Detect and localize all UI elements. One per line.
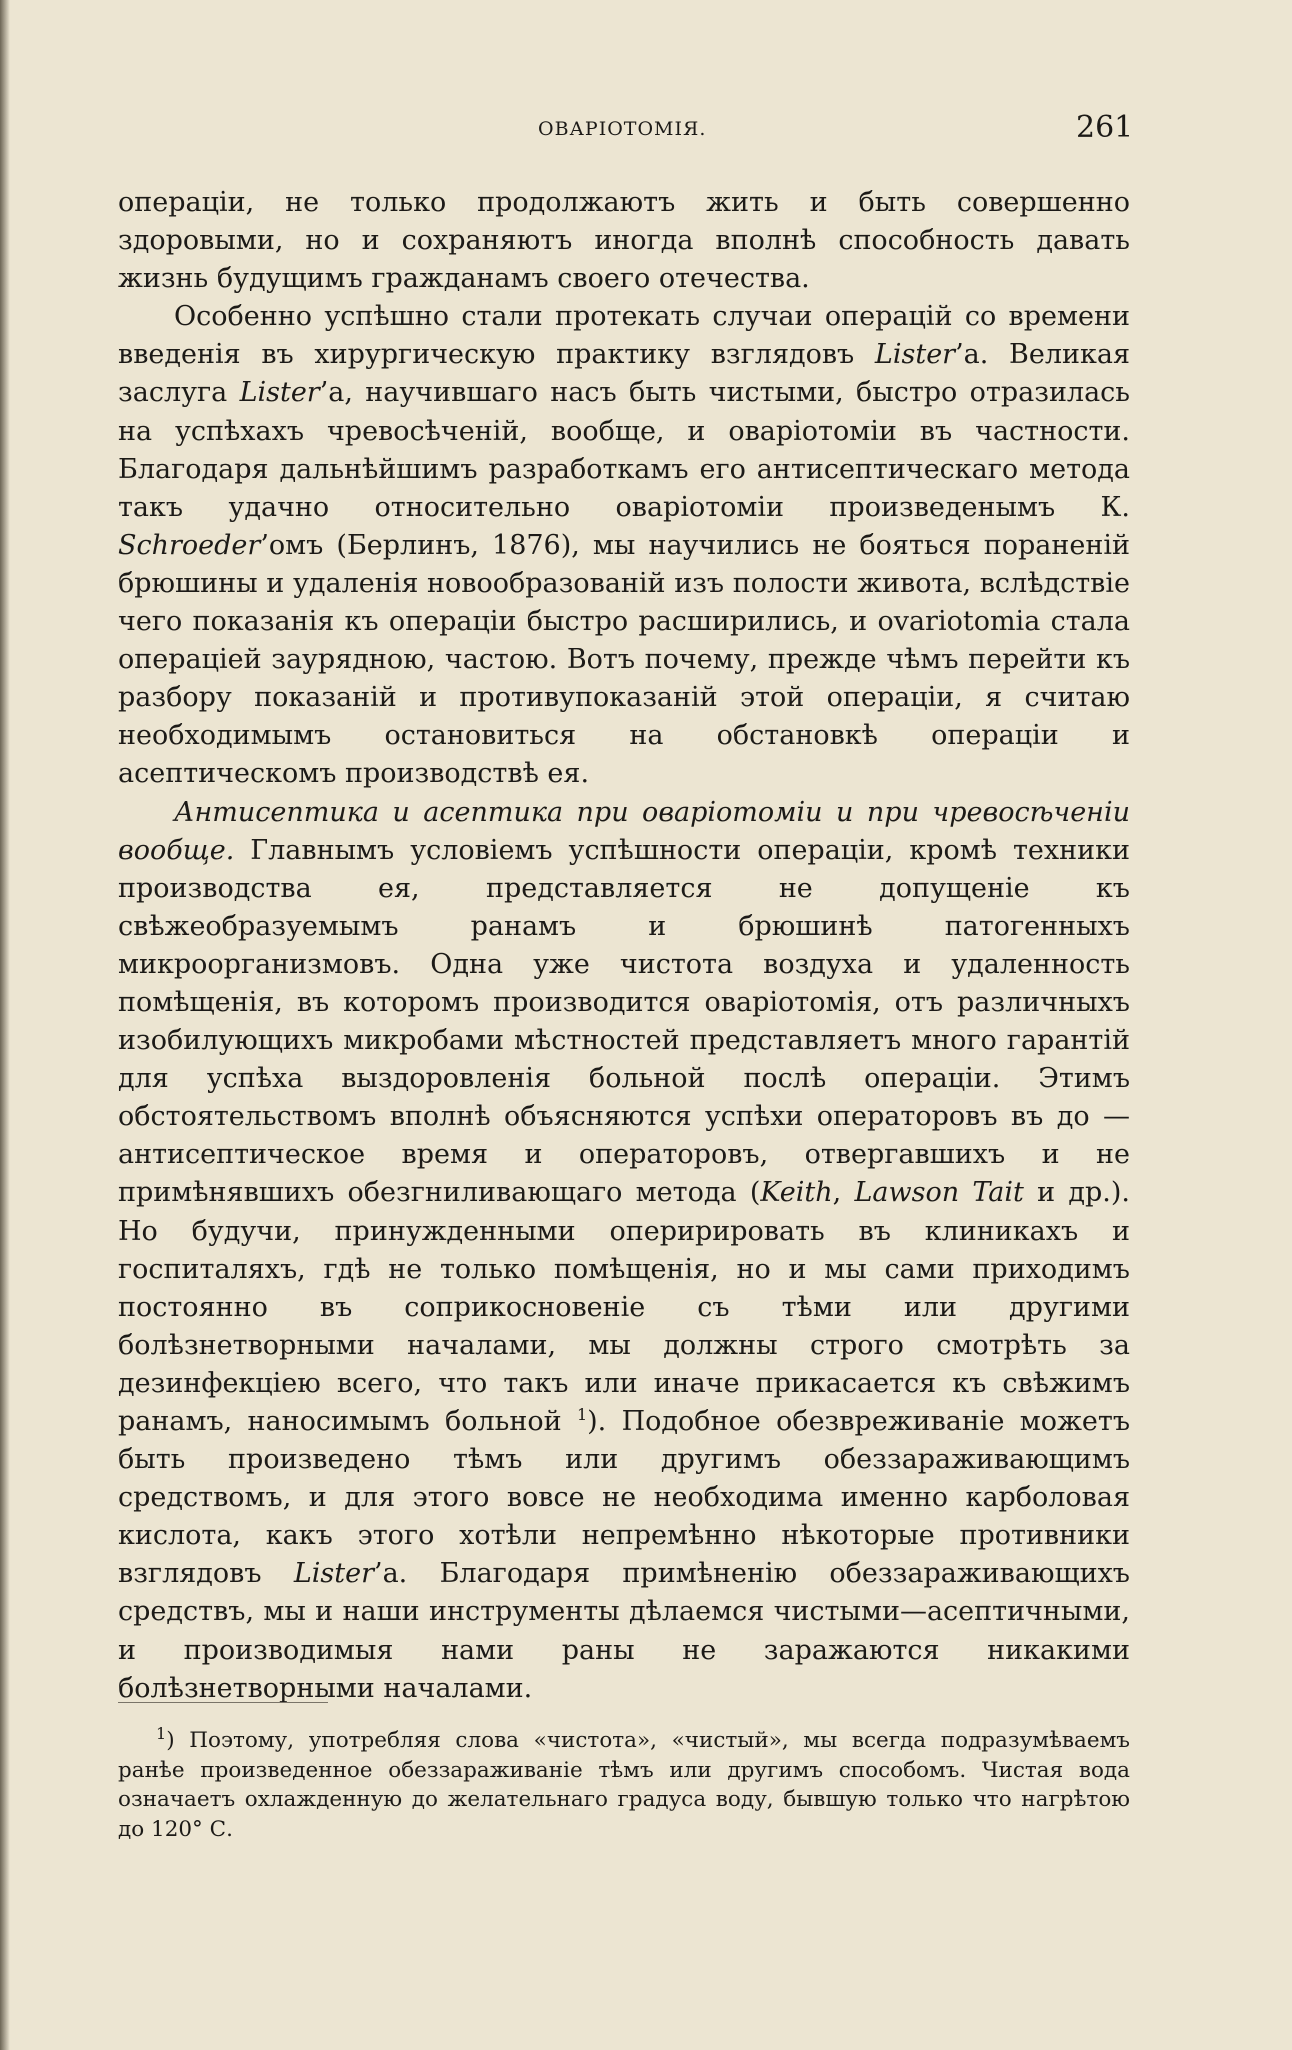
section-heading: Антисептика и асептика при оваріотоміи и при чревосѣченіи вообще. <box>118 796 1130 866</box>
name-lawson-tait: Lawson Tait <box>854 1177 1024 1209</box>
footnote-separator <box>118 1702 328 1703</box>
page-number: 261 <box>1076 110 1134 145</box>
paragraph-2: Особенно успѣшно стали протекать случаи операцій со времени введенія въ хирургическую практику взглядовъ Lister’a. Великая заслуга Lister’a, научившаго насъ быть чистыми, быстро отразилась на успѣхахъ чревосѣченій, вообще, и оваріотоміи въ частности. Благодаря дальнѣйшимъ разработкамъ его антисептическаго метода такъ удачно относительно оваріотоміи произведенымъ К. Schroeder’омъ (Берлинъ, 1876), мы научились не бояться пораненій брюшины и удаленія новообразованій изъ полости живота, вслѣдствіе чего показанія къ операціи быстро расширились, и ovariotomia стала операціей заурядною, частою. Вотъ почему, прежде чѣмъ перейти къ разбору показаній и противупоказаній этой операціи, я считаю необходимымъ остановиться на обстановкѣ операціи и асептическомъ производствѣ ея. <box>118 301 1131 790</box>
name-schroeder: Schroeder <box>118 529 261 561</box>
name-lister: Lister <box>239 377 320 409</box>
name-lister: Lister <box>293 1558 374 1590</box>
footnote-marker: 1 <box>156 1723 167 1743</box>
footnote <box>118 1723 1130 1844</box>
paragraph-3: Антисептика и асептика при оваріотоміи и при чревосѣченіи вообще. Главнымъ условіемъ успѣшности операціи, кромѣ техники производства ея, представляется не допущеніе къ свѣжеобразуемымъ ранамъ и брюшинѣ патогенныхъ микроорганизмовъ. Одна уже чистота воздуха и удаленность помѣщенія, въ которомъ производится оваріотомія, отъ различныхъ изобилующихъ микробами мѣстностей представляетъ много гарантій для успѣха выздоровленія больной послѣ операціи. Этимъ обстоятельствомъ вполнѣ объясняются успѣхи операторовъ въ до — антисептическое время и операторовъ, отвергавшихъ и не примѣнявшихъ обезгниливающаго метода (Keith, Lawson Tait и др.). Но будучи, принужденными оперирировать въ клиникахъ и госпиталяхъ, гдѣ не только помѣщенія, но и мы сами приходимъ постоянно въ соприкосновеніе съ тѣми или другими болѣзнетворными началами, мы должны строго смотрѣть за дезинфекціею всего, что такъ или иначе прикасается къ свѣжимъ ранамъ, наносимымъ больной $^1$). Подобное обезвреживаніе можетъ быть произведено тѣмъ или другимъ обеззараживающимъ средствомъ, и для этого вовсе не необходима именно карболовая кислота, какъ этого хотѣли непремѣнно нѣкоторые противники взглядовъ Lister’a. Благодаря примѣненію обеззараживающихъ средствъ, мы и наши инструменты дѣлаемся чистыми—асептичными, и производимыя нами раны не заражаются никакими болѣзнетворными началами. <box>118 796 1130 1704</box>
name-keith: Keith <box>760 1177 833 1209</box>
paragraph-1: операціи, не только продолжаютъ жить и быть совершенно здоровыми, но и сохраняютъ иногда вполнѣ способность давать жизнь будущимъ гражданамъ своего отечества. <box>118 187 1130 295</box>
page-edge-shadow <box>0 0 10 2050</box>
body-text <box>118 184 1130 1708</box>
running-head: ОВАРІОТОМІЯ. <box>538 118 707 140</box>
footnote-reference: 1 <box>576 1405 588 1424</box>
footnote-text: ) Поэтому, употребляя слова «чистота», «чистый», мы всегда подразумѣваемъ ранѣе произведенное обеззараживаніе тѣмъ или другимъ способомъ. Чистая вода означаетъ охлажденную до желательнаго градуса воду, бывшую только что нагрѣтою до 120° С. <box>118 1728 1130 1842</box>
name-lister: Lister <box>874 339 956 371</box>
